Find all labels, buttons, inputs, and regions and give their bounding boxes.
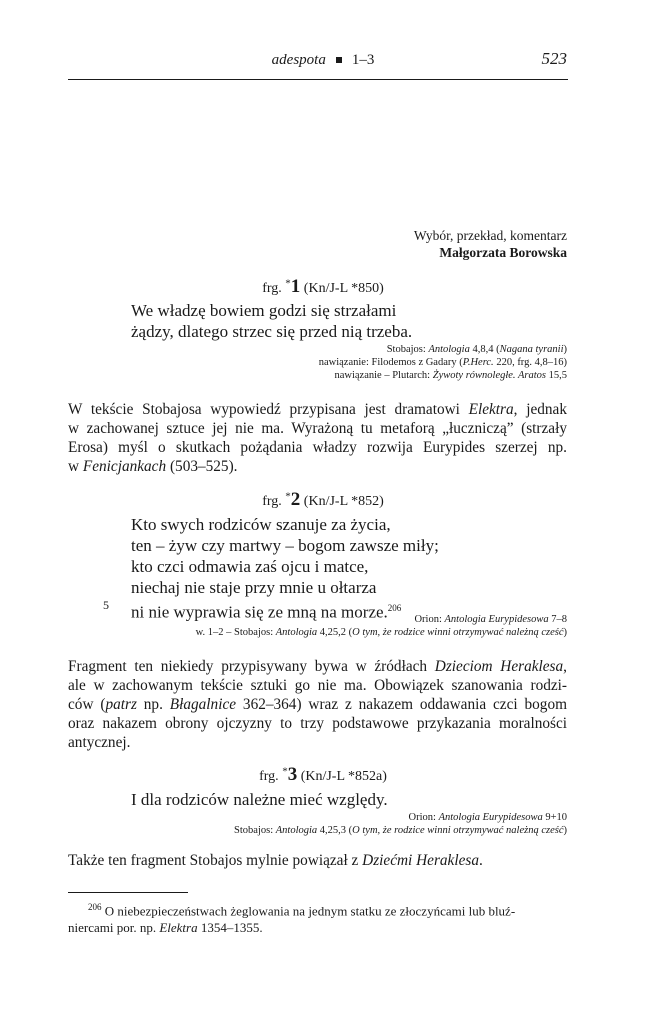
fragment-heading-1 xyxy=(0,276,646,298)
verses-3 xyxy=(131,789,388,810)
fragment-number: 3 xyxy=(287,764,298,785)
credits-author: Małgorzata Borowska xyxy=(439,245,567,260)
commentary-3 xyxy=(68,851,567,870)
verse-line: ni nie wyprawia się ze mną na morze.$^{206}$ xyxy=(131,602,402,622)
verse-line: We władzę bowiem godzi się strzałami xyxy=(131,301,397,320)
verse-line: I dla rodziców należne mieć względy. xyxy=(131,790,388,809)
source-line: Orion: Antologia Eurypidesowa 7–8 xyxy=(414,614,567,625)
fragment-prefix: frg. xyxy=(262,281,286,296)
commentary-1 xyxy=(68,400,567,476)
verse-line-number: 5 xyxy=(103,598,109,612)
commentary-2 xyxy=(68,657,567,752)
square-bullet-icon xyxy=(336,57,342,63)
sources-3 xyxy=(234,811,567,837)
verses-2 xyxy=(131,514,439,623)
fragment-number: 2 xyxy=(290,489,301,510)
fragment-ref: (Kn/J-L *852a) xyxy=(297,769,387,784)
para-line: Także ten fragment Stobajos mylnie powiązał z Dziećmi Heraklesa. xyxy=(68,852,483,869)
fragment-heading-3 xyxy=(0,764,646,786)
para-line: w Fenicjankach (503–525). xyxy=(68,458,238,475)
para-line: antycznej. xyxy=(68,734,131,751)
fragment-prefix: frg. xyxy=(259,769,283,784)
sources-2 xyxy=(196,613,567,639)
para-line: oraz nakazem obrony ojczyzny to trzy podstawowe przykazania moralności xyxy=(68,715,567,732)
verse-line: Kto swych rodziców szanuje za życia, xyxy=(131,515,391,534)
fragment-star: * xyxy=(285,490,291,503)
fragment-heading-2 xyxy=(0,489,646,511)
source-line: nawiązanie: Filodemos z Gadary (P.Herc. 220, frg. 4,8–16) xyxy=(318,357,567,368)
fragment-range: 1–3 xyxy=(351,52,375,68)
fragment-ref: (Kn/J-L *850) xyxy=(300,281,384,296)
page-number: 523 xyxy=(541,49,567,68)
fragment-star: * xyxy=(285,277,291,290)
para-line: w zachowanej sztuce jej nie ma. Wyrażoną tu metaforą „łuczniczą” (strzały xyxy=(68,420,567,437)
footnote-number: 206 xyxy=(88,902,102,912)
para-line: W tekście Stobajosa wypowiedź przypisana jest dramatowi Elektra, jednak xyxy=(68,401,567,418)
footnote-line: niercami por. np. Elektra 1354–1355. xyxy=(68,920,263,936)
credits xyxy=(414,227,567,261)
verse-line: ten – żyw czy martwy – bogom zawsze miły; xyxy=(131,536,439,555)
source-line: Stobajos: Antologia 4,25,3 (O tym, że rodzice winni otrzymywać należną cześć) xyxy=(234,825,567,836)
para-line: ale w zachowanym tekście sztuki go nie ma. Obowiązek szanowania rodzi- xyxy=(68,677,567,694)
footnote-line: $^{206}$ O niebezpieczeństwach żeglowania na jednym statku ze złoczyńcami lub bluź- xyxy=(88,902,516,919)
footnote-rule xyxy=(68,892,188,893)
verse-line: niechaj nie staje przy mnie u ołtarza xyxy=(131,578,377,597)
para-line: Erosa) myśl o skutkach pożądania władzy rozwija Eurypides szerzej np. xyxy=(68,439,567,456)
sources-1 xyxy=(319,343,567,382)
fragment-ref: (Kn/J-L *852) xyxy=(300,494,384,509)
fragment-prefix: frg. xyxy=(262,494,286,509)
running-title: adespota xyxy=(271,52,326,68)
verse-line: kto czci odmawia zaś ojcu i matce, xyxy=(131,557,369,576)
verse-line: żądzy, dlatego strzec się przed nią trzeba. xyxy=(131,322,413,341)
credits-role: Wybór, przekład, komentarz xyxy=(413,228,567,243)
source-line: Orion: Antologia Eurypidesowa 9+10 xyxy=(408,812,567,823)
source-line: Stobajos: Antologia 4,8,4 (Nagana tyranii) xyxy=(386,344,567,355)
source-line: nawiązanie – Plutarch: Żywoty równoległe. Aratos 15,5 xyxy=(334,370,567,381)
source-line: w. 1–2 – Stobajos: Antologia 4,25,2 (O tym, że rodzice winni otrzymywać należną cześć) xyxy=(195,627,567,638)
fragment-star: * xyxy=(282,765,288,778)
fragment-number: 1 xyxy=(290,276,301,297)
para-line: Fragment ten niekiedy przypisywany bywa w źródłach Dzieciom Heraklesa, xyxy=(68,658,567,675)
verses-1 xyxy=(131,300,412,342)
footnote xyxy=(68,899,567,936)
para-line: ców (patrz np. Błagalnice 362–364) wraz z nakazem oddawania czci bogom xyxy=(68,696,567,713)
header-rule xyxy=(68,79,568,80)
footnote-marker[interactable]: 206 xyxy=(387,603,402,613)
